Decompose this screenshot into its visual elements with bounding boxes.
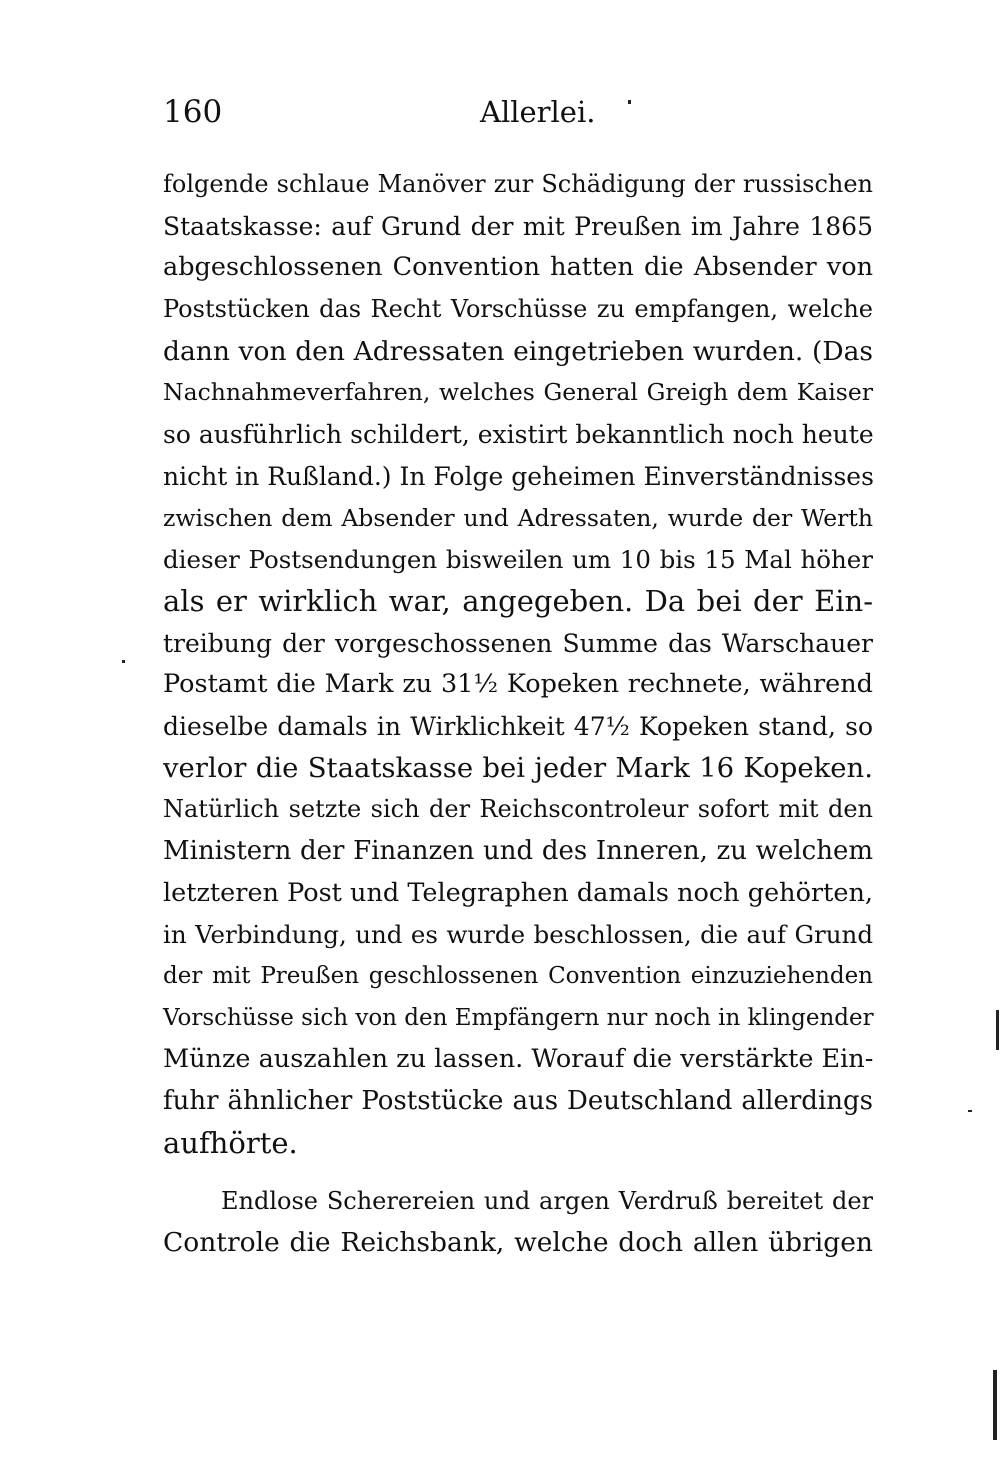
text-line: folgende schlaue Manöver zur Schädigung der russischen: [163, 170, 873, 198]
text-line: dieser Postsendungen bisweilen um 10 bis 15 Mal höher: [163, 545, 873, 575]
text-line: Endlose Scherereien und argen Verdruß bereitet der: [221, 1186, 873, 1215]
scan-speck: [628, 100, 631, 104]
paragraph-1: [163, 164, 873, 1165]
text-line: verlor die Staatskasse bei jeder Mark 16 Kopeken.: [163, 751, 873, 784]
text-line: aufhörte.: [163, 1125, 298, 1160]
text-line: Vorschüsse sich von den Empfängern nur noch in klingender: [163, 1004, 874, 1031]
text-line: letzteren Post und Telegraphen damals noch gehörten,: [163, 877, 873, 908]
text-line: Poststücken das Recht Vorschüsse zu empfangen, welche: [163, 295, 873, 324]
text-line: als er wirklich war, angegeben. Da bei der Ein-: [163, 583, 873, 618]
text-line: Münze auszahlen zu lassen. Worauf die verstärkte Ein-: [163, 1044, 874, 1075]
paragraph-2: [163, 1181, 873, 1264]
scan-speck: [968, 1110, 972, 1112]
text-line: Ministern der Finanzen und des Inneren, zu welchem: [163, 836, 873, 866]
scan-speck: [996, 1010, 999, 1050]
text-line: Natürlich setzte sich der Reichscontroleur sofort mit den: [163, 795, 873, 824]
text-line: Controle die Reichsbank, welche doch allen übrigen: [163, 1227, 873, 1259]
text-line: Staatskasse: auf Grund der mit Preußen im Jahre 1865: [163, 211, 873, 241]
scan-speck: [993, 1370, 997, 1440]
text-line: Postamt die Mark zu 31½ Kopeken rechnete, während: [163, 669, 873, 700]
page-number: 160: [163, 94, 223, 130]
text-line: dieselbe damals in Wirklichkeit 47½ Kopeken stand, so: [163, 711, 873, 741]
text-line: in Verbindung, und es wurde beschlossen, die auf Grund: [163, 920, 873, 950]
scan-speck: [122, 660, 125, 663]
text-line: Nachnahmeverfahren, welches General Greigh dem Kaiser: [163, 378, 873, 407]
text-line: fuhr ähnlicher Poststücke aus Deutschland allerdings: [163, 1086, 873, 1117]
text-line: abgeschlossenen Convention hatten die Absender von: [163, 252, 873, 283]
text-line: dann von den Adressaten eingetrieben wurden. (Das: [163, 335, 873, 367]
text-line: so ausführlich schildert, existirt bekanntlich noch heute: [163, 420, 874, 450]
running-head: Allerlei.: [480, 95, 596, 129]
body-text: [163, 164, 873, 1264]
text-line: treibung der vorgeschossenen Summe das Warschauer: [163, 628, 873, 658]
text-line: nicht in Rußland.) In Folge geheimen Einverständnisses: [163, 461, 874, 491]
text-line: zwischen dem Absender und Adressaten, wurde der Werth: [163, 503, 873, 532]
text-line: der mit Preußen geschlossenen Convention einzuziehenden: [163, 963, 873, 990]
